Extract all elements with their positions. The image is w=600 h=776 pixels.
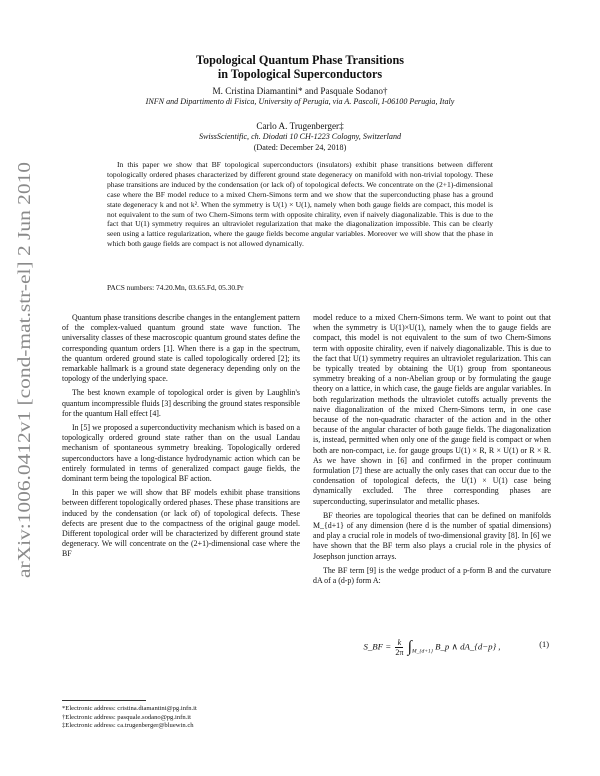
equation-body (313, 638, 551, 657)
footnote-3: ‡Electronic address: ca.trugenberger@bluewin.ch (62, 722, 194, 730)
left-paragraph-2: The best known example of topological order is given by Laughlin's quantum incompressible fluids [3] describing the ground states responsible for the quantum Hall effect [4]. (62, 388, 300, 418)
footnote-1: *Electronic address: cristina.diamantini@pg.infn.it (62, 705, 197, 712)
footnote-rule (62, 700, 146, 701)
authors-line-2: Carlo A. Trugenberger‡ (256, 121, 344, 131)
equation-fraction-numerator: k (395, 638, 403, 648)
right-paragraph-2: BF theories are topological theories that can be defined on manifolds M_{d+1} of any dimension (here d is the number of spatial dimensions) and play a crucial role in models of two-dimensional gravity [8]. In [6] we have shown that the BF term also plays a crucial role in the physics of Josephson junction arrays. (313, 510, 551, 561)
pacs-numbers: PACS numbers: 74.20.Mn, 03.65.Fd, 05.30.Pr (107, 283, 244, 292)
left-paragraph-3: In [5] we proposed a superconductivity mechanism which is based on a topologically ordered ground state rather than on the usual Landau mechanism of spontaneous symmetry breaking. Topologically ordered superconductors have a long-distance hydrodynamic action which can be entirely formulated in terms of generalized compact gauge fields, the dominant term being the topological BF action. (62, 423, 300, 484)
left-column (62, 313, 300, 560)
footnote-2: †Electronic address: pasquale.sodano@pg.infn.it (62, 713, 191, 721)
footnotes (62, 705, 302, 731)
paper-title (90, 53, 510, 81)
title-line-2: in Topological Superconductors (217, 67, 383, 81)
left-paragraph-1: Quantum phase transitions describe changes in the entanglement pattern of the complex-valued quantum ground state wave function. The universality classes of these macroscopic quantum ground states define the corresponding quantum orders [1]. When there is a gap in the spectrum, the quantum ordered ground state is called topologically ordered [2]; its remarkable hallmark is a ground state degeneracy depending only on the topology of the underlying space. (62, 313, 300, 384)
equation-rhs: B_p ∧ dA_{d−p} , (435, 641, 501, 652)
equation-number: (1) (539, 640, 549, 649)
authors-line-1: M. Cristina Diamantini* and Pasquale Sodano† (212, 86, 388, 96)
right-paragraph-3: The BF term [9] is the wedge product of a p-form B and the curvature dA of a (d-p) form A: (313, 565, 551, 586)
equation-fraction-denominator: 2π (395, 648, 404, 657)
equation-fraction (395, 638, 403, 657)
equation-1 (313, 628, 551, 664)
right-column (313, 313, 551, 586)
left-paragraph-4: In this paper we will show that BF models exhibit phase transitions between different topologically ordered phases. These phase transitions are induced by the condensation (or lack of) of topological defects. These defects are present due to the compactness of the original gauge model. Different topological order will be characterized by different ground state degeneracy. We will concentrate on the (2+1)-dimensional case where the BF (62, 488, 300, 559)
abstract (107, 160, 493, 249)
affiliation-1: INFN and Dipartimento di Fisica, University of Perugia, via A. Pascoli, I-06100 Perugia, Italy (145, 97, 455, 106)
equation-lhs: S_BF = (363, 641, 394, 652)
arxiv-stamp-text: arXiv:1006.0412v1 [cond-mat.str-el] 2 Jun 2010 (14, 228, 34, 578)
abstract-text: In this paper we show that BF topological superconductors (insulators) exhibit phase transitions between different topologically ordered phases characterized by different ground state degeneracy on manifold with non-trivial topology. These phase transitions are induced by the condensation (or lack of) of topological defects. We concentrate on the (2+1)-dimensional case where the BF model reduce to a mixed Chern-Simons term and we show that the superconducting phase has a ground state degeneracy k and not k². When the symmetry is U(1) × U(1), namely when both gauge fields are compact, this model is not equivalent to the sum of two Chern-Simons term with opposite chirality, even if naively diagonalizable. This is due to the fact that U(1) symmetry requires an ultraviolet regularization that make the diagonalization impossible. This can be clearly seen using a lattice regularization, where the gauge fields become angular variables. Moreover we will show that the phase in which both gauge fields are compact is not allowed dynamically. (107, 160, 493, 249)
equation-integral-subscript: M_{d+1} (412, 648, 433, 655)
title-line-1: Topological Quantum Phase Transitions (195, 53, 405, 67)
integral-sign-icon: ∫ (407, 638, 412, 656)
arxiv-identifier-stamp (4, 160, 42, 580)
affiliation-2: SwissScientific, ch. Diodati 10 CH-1223 Cologny, Switzerland (198, 132, 402, 141)
date-line: (Dated: December 24, 2018) (253, 143, 347, 152)
right-paragraph-1: model reduce to a mixed Chern-Simons term. We want to point out that when the symmetry is U(1)×U(1), namely when the to gauge fields are compact, this model is not equivalent to the sum of two Chern-Simons term with opposite chirality, even if naively diagonalizable. This is due to the fact that U(1) symmetry requires an ultraviolet regularization. This can be typically treated by obtaining the U(1) group from spontaneous symmetry breaking of a non-Abelian group or by formulating the gauge theory on a lattice, in which case, the gauge fields are angular variables. In both regularization methods the ultraviolet cutoffs actually prevents the naive diagonalization of the mixed Chern-Simons term, in one case because of the non-quadratic character of the action and in the other because of the angular character of both gauge fields. The diagonalization is, instead, permitted when only one of the gauge field is compact or when both are non-compact, i.e. for gauge groups U(1) × R, R × U(1) or R × R. As we have shown in [6] and confirmed in the proper continuum formulation [7] these are actually the only cases that can occur due to the condensation of topological defects, the U(1) × U(1) case being dynamically excluded. The three corresponding phases are superconducting, superinsulator and metallic phases. (313, 313, 551, 506)
arxiv-stamp-svg (4, 160, 42, 580)
